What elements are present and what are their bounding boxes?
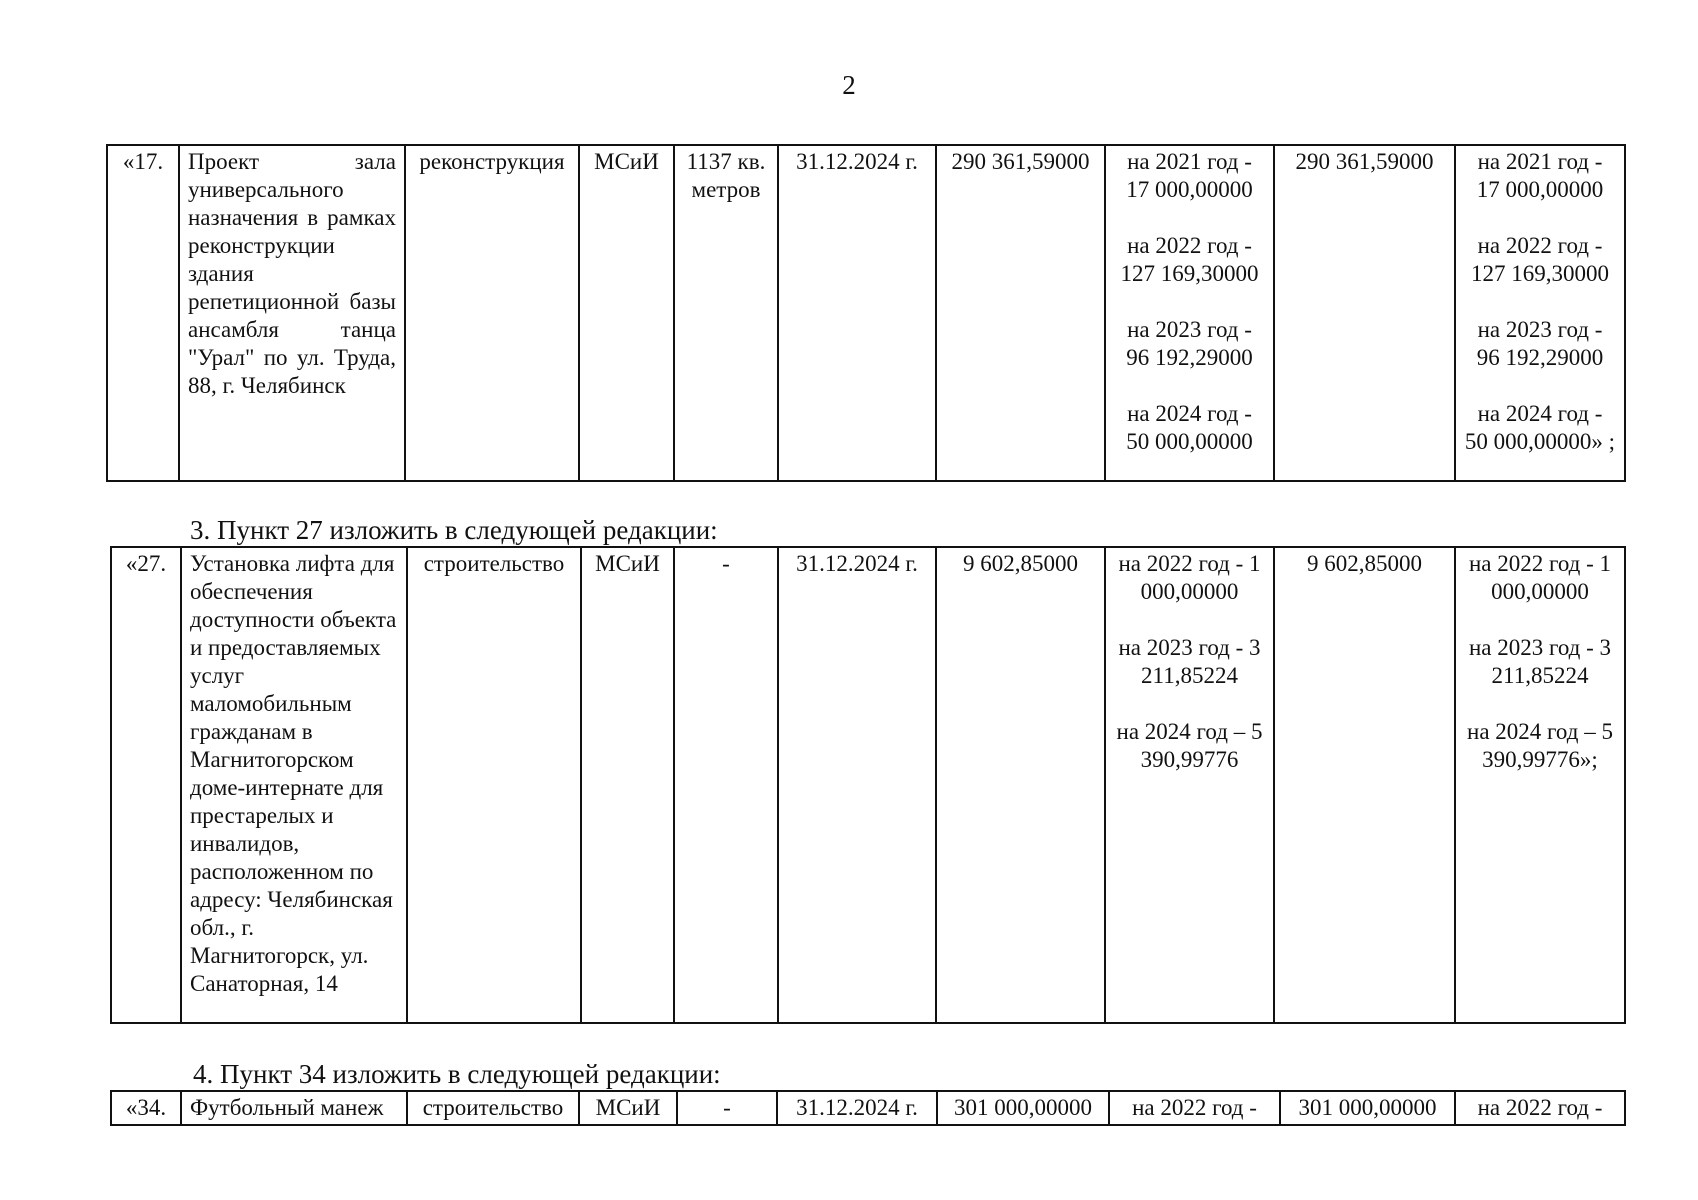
- item-number: «34.: [111, 1091, 181, 1125]
- budget-amount: 9 602,85000: [1274, 547, 1455, 1023]
- budget-amount: 301 000,00000: [1280, 1091, 1455, 1125]
- budget-schedule-2022: на 2022 год - 1 000,00000: [1468, 551, 1612, 604]
- object-name: Установка лифта для обеспечения доступности объекта и предоставляемых услуг маломобильным гражданам в Магнитогорском доме-интернате для престарелых и инвалидов, расположенном по адресу: Челябинская обл., г. Магнитогорск, ул. Санаторная, 14: [181, 547, 407, 1023]
- deadline: 31.12.2024 г.: [777, 1091, 937, 1125]
- deadline: 31.12.2024 г.: [778, 547, 936, 1023]
- estimated-cost: 9 602,85000: [936, 547, 1105, 1023]
- object-name: Проект зала универсального назначения в рамках реконструкции здания репетиционной базы ансамбля танца "Урал" по ул. Труда, 88, г. Челябинск: [179, 145, 405, 481]
- budget-schedule: [1455, 547, 1625, 1023]
- table-row-17: [106, 144, 1626, 482]
- capacity: 1137 кв. метров: [674, 145, 778, 481]
- budget-amount: 290 361,59000: [1274, 145, 1455, 481]
- budget-schedule: [1455, 145, 1625, 481]
- schedule-2022: на 2022 год - 127 169,30000: [1120, 233, 1259, 286]
- construction-type: реконструкция: [405, 145, 579, 481]
- schedule-2022: на 2022 год - 1 000,00000: [1118, 551, 1261, 604]
- schedule-2023: на 2023 год - 96 192,29000: [1126, 317, 1253, 370]
- object-name: Футбольный манеж: [181, 1091, 407, 1125]
- estimated-cost: 290 361,59000: [936, 145, 1105, 481]
- capacity: -: [677, 1091, 777, 1125]
- table-row-27: [110, 546, 1626, 1024]
- table-row-34: [110, 1090, 1626, 1126]
- capacity: -: [674, 547, 778, 1023]
- budget-schedule-2023: на 2023 год - 96 192,29000: [1476, 317, 1604, 370]
- schedule-2023: на 2023 год - 3 211,85224: [1118, 635, 1261, 688]
- schedule-2024: на 2024 год - 50 000,00000: [1126, 401, 1253, 454]
- customer: МСиИ: [579, 1091, 677, 1125]
- budget-schedule-2024: на 2024 год – 5 390,99776»;: [1467, 719, 1613, 772]
- budget-schedule-2022: на 2022 год - 127 169,30000: [1471, 233, 1609, 286]
- budget-schedule: [1455, 1091, 1625, 1125]
- budget-schedule-2021: на 2021 год - 17 000,00000: [1476, 149, 1604, 202]
- budget-schedule-2023: на 2023 год - 3 211,85224: [1468, 635, 1612, 688]
- section-4-heading: 4. Пункт 34 изложить в следующей редакции:: [193, 1059, 721, 1089]
- page-number: 2: [842, 70, 856, 100]
- customer: МСиИ: [579, 145, 674, 481]
- construction-type: строительство: [407, 1091, 579, 1125]
- funding-schedule: [1105, 145, 1274, 481]
- item-number: «17.: [107, 145, 179, 481]
- funding-schedule: [1105, 547, 1274, 1023]
- schedule-2024: на 2024 год – 5 390,99776: [1116, 719, 1263, 772]
- section-3-heading: 3. Пункт 27 изложить в следующей редакции:: [190, 515, 718, 545]
- estimated-cost: 301 000,00000: [937, 1091, 1109, 1125]
- schedule-2022: на 2022 год -: [1132, 1095, 1257, 1120]
- funding-schedule: [1109, 1091, 1280, 1125]
- schedule-2021: на 2021 год - 17 000,00000: [1126, 149, 1253, 202]
- item-number: «27.: [111, 547, 181, 1023]
- budget-schedule-2024: на 2024 год - 50 000,00000» ;: [1464, 401, 1616, 454]
- deadline: 31.12.2024 г.: [778, 145, 936, 481]
- customer: МСиИ: [581, 547, 674, 1023]
- budget-schedule-2022: на 2022 год -: [1477, 1095, 1603, 1120]
- construction-type: строительство: [407, 547, 581, 1023]
